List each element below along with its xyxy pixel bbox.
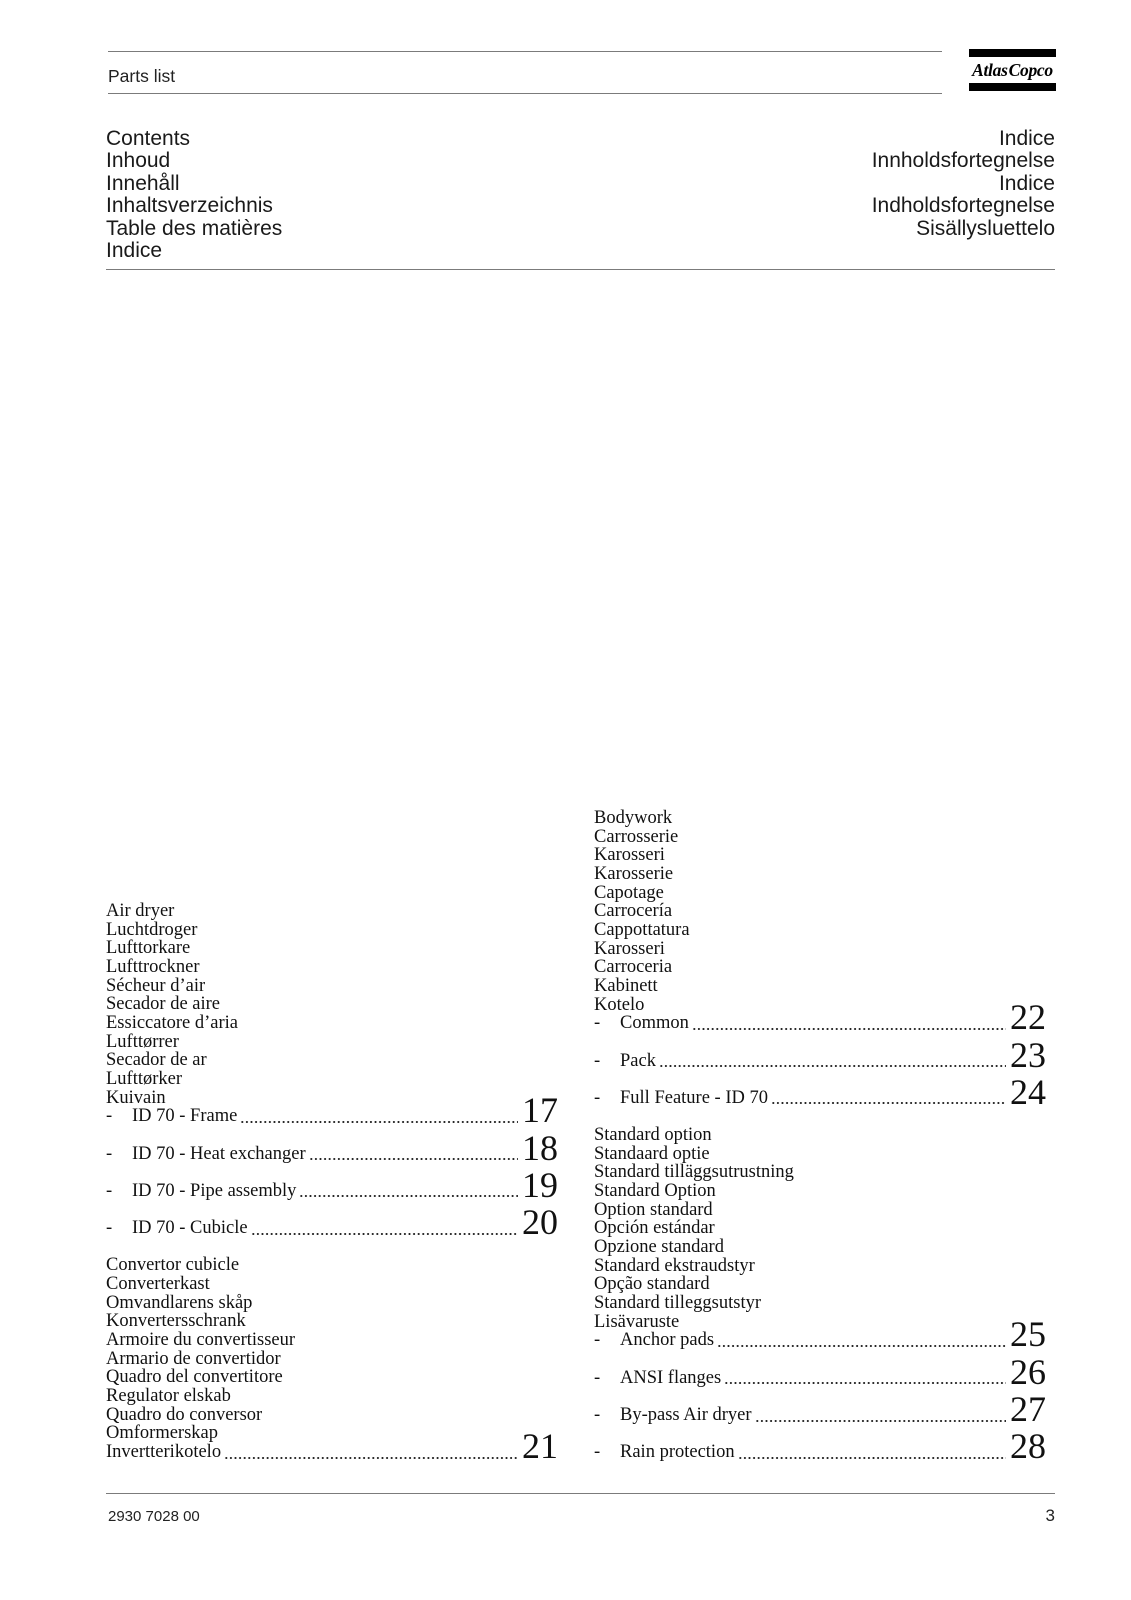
entry-dash: - (594, 1405, 601, 1425)
toc-heading: Bodywork (594, 808, 673, 828)
toc-heading: Armario de convertidor (106, 1348, 281, 1369)
toc-heading: Secador de ar (106, 1050, 207, 1071)
dot-leader (738, 1443, 1006, 1462)
contents-titles-left (106, 128, 282, 262)
contents-heading: Indice (998, 127, 1055, 150)
toc-heading: Armoire du convertisseur (106, 1330, 296, 1351)
toc-heading: Opción estándar (594, 1218, 715, 1239)
toc-heading: Lufttrockner (106, 956, 200, 977)
toc-heading: Standard Option (594, 1181, 716, 1202)
toc-heading: Kuivain (106, 1087, 166, 1108)
entry-label: Full Feature - ID 70 (620, 1087, 768, 1108)
entry-page-number: 22 (1010, 997, 1046, 1038)
entry-label: Rain protection (620, 1442, 735, 1463)
entry-label: ID 70 - Cubicle (132, 1218, 248, 1239)
toc-heading: Omvandlarens skåp (106, 1292, 253, 1313)
toc-heading: Kotelo (594, 994, 645, 1015)
toc-heading: Standard ekstraudstyr (594, 1255, 755, 1276)
contents-heading: Innholdsfortegnelse (871, 149, 1055, 173)
entry-dash: - (106, 1143, 113, 1164)
toc-heading: Regulator elskab (106, 1386, 231, 1407)
toc-heading: Quadro del convertitore (106, 1367, 283, 1388)
entry-dash: - (594, 1367, 601, 1388)
toc-heading: Cappottatura (594, 919, 690, 940)
entry-label: Invertterikotelo (106, 1442, 222, 1463)
contents-heading: Indholdsfortegnelse (871, 194, 1055, 218)
toc-entry[interactable] (106, 1127, 558, 1168)
document-number: 2930 7028 00 (108, 1508, 200, 1525)
toc-entry[interactable] (594, 1426, 1046, 1467)
logo-bottom-bar (969, 83, 1056, 91)
toc-entry[interactable] (594, 1351, 1046, 1392)
entry-page-number: 19 (522, 1164, 558, 1205)
contents-heading: Table des matières (106, 216, 283, 240)
entry-dash: - (594, 1087, 601, 1108)
entry-dash: - (594, 1050, 601, 1071)
toc-heading: Standaard optie (594, 1143, 710, 1164)
toc-heading: Standard tilläggsutrustning (594, 1162, 794, 1183)
toc-heading: Essiccatore d’aria (106, 1012, 238, 1033)
toc-heading: Carrocería (594, 901, 673, 922)
entry-page-number: 24 (1010, 1071, 1046, 1112)
toc-heading: Luchtdroger (106, 919, 198, 940)
toc-group (106, 1255, 558, 1467)
entry-label: By-pass Air dryer (620, 1405, 752, 1425)
entry-label: Anchor pads (620, 1330, 715, 1351)
entry-dash: - (594, 1330, 601, 1351)
entry-label: ANSI flanges (620, 1367, 722, 1388)
toc-heading: Omformerskap (106, 1423, 218, 1444)
dot-leader (692, 1014, 1006, 1033)
entry-page-number: 20 (522, 1202, 558, 1243)
atlas-copco-logo (969, 48, 1056, 92)
toc-heading: Kabinett (594, 975, 658, 996)
toc-heading: Standard option (594, 1125, 712, 1146)
toc-heading: Quadro do conversor (106, 1404, 263, 1425)
entry-page-number: 28 (1010, 1426, 1046, 1467)
contents-heading: Inhoud (106, 149, 171, 173)
contents-heading: Indice (998, 171, 1055, 195)
entry-page-number: 18 (522, 1127, 558, 1168)
toc-heading: Option standard (594, 1199, 713, 1220)
toc-heading: Lisävaruste (594, 1311, 680, 1332)
contents-titles-right (872, 128, 1055, 240)
dot-leader (240, 1107, 518, 1126)
toc-entry[interactable] (594, 1071, 1046, 1112)
toc-right-column (594, 809, 1046, 1481)
toc-heading: Lufttørrer (106, 1031, 179, 1052)
toc-group (106, 901, 558, 1243)
dot-leader (755, 1406, 1006, 1425)
toc-left-column (106, 902, 558, 1480)
contents-heading: Sisällysluettelo (916, 216, 1055, 240)
footer-rule (106, 1493, 1055, 1494)
dot-leader (299, 1182, 518, 1201)
toc-heading: Converterkast (106, 1274, 210, 1295)
dot-leader (659, 1052, 1006, 1071)
logo-top-bar (969, 49, 1056, 57)
contents-divider (106, 269, 1055, 270)
entry-page-number: 23 (1010, 1034, 1046, 1075)
entry-page-number: 17 (522, 1090, 558, 1131)
entry-label: ID 70 - Pipe assembly (132, 1180, 297, 1201)
dot-leader (724, 1369, 1006, 1388)
dot-leader (224, 1443, 518, 1462)
header-bottom-rule (108, 93, 942, 94)
toc-entry[interactable] (106, 1202, 558, 1243)
entry-dash: - (594, 1013, 601, 1034)
toc-heading: Sécheur d’air (106, 975, 206, 996)
dot-leader (717, 1331, 1006, 1350)
toc-entry[interactable] (594, 1034, 1046, 1075)
page-number: 3 (1045, 1506, 1055, 1525)
toc-heading: Air dryer (106, 901, 175, 921)
contents-heading: Innehåll (106, 171, 180, 195)
toc-heading: Carrosserie (594, 826, 679, 847)
toc-heading: Karosseri (594, 845, 665, 866)
toc-heading: Lufttørker (106, 1068, 183, 1089)
contents-heading: Contents (106, 127, 191, 150)
entry-dash: - (106, 1180, 113, 1201)
entry-page-number: 21 (522, 1426, 558, 1467)
toc-heading: Convertor cubicle (106, 1255, 240, 1276)
toc-heading: Standard tilleggsutstyr (594, 1293, 761, 1314)
contents-heading: Inhaltsverzeichnis (106, 194, 273, 218)
dot-leader (309, 1145, 518, 1164)
entry-page-number: 25 (1010, 1314, 1046, 1355)
toc-entry[interactable] (594, 1389, 1046, 1429)
contents-heading: Indice (106, 239, 163, 263)
toc-heading: Opzione standard (594, 1237, 724, 1258)
header-top-rule (108, 51, 942, 52)
entry-label: ID 70 - Frame (132, 1106, 238, 1127)
toc-heading: Lufttorkare (106, 938, 191, 959)
toc-heading: Carroceria (594, 957, 673, 978)
toc-heading: Secador de aire (106, 994, 221, 1015)
entry-dash: - (594, 1442, 601, 1463)
entry-page-number: 27 (1010, 1389, 1046, 1429)
entry-label: Pack (620, 1050, 656, 1071)
toc-heading: Opção standard (594, 1274, 710, 1295)
entry-label: Common (620, 1013, 689, 1034)
toc-heading: Karosseri (594, 938, 665, 959)
toc-heading: Karosserie (594, 863, 674, 884)
toc-group (594, 808, 1046, 1112)
toc-entry[interactable] (106, 1164, 558, 1205)
dot-leader (771, 1089, 1006, 1108)
toc-heading: Konvertersschrank (106, 1311, 246, 1332)
document-section-title: Parts list (108, 66, 176, 86)
toc-group (594, 1125, 1046, 1467)
entry-dash: - (106, 1218, 113, 1239)
entry-page-number: 26 (1010, 1351, 1046, 1392)
dot-leader (251, 1219, 518, 1238)
logo-wordmark: Atlas Copco (972, 60, 1053, 80)
entry-dash: - (106, 1106, 113, 1127)
entry-label: ID 70 - Heat exchanger (132, 1143, 306, 1164)
toc-heading: Capotage (594, 882, 664, 903)
